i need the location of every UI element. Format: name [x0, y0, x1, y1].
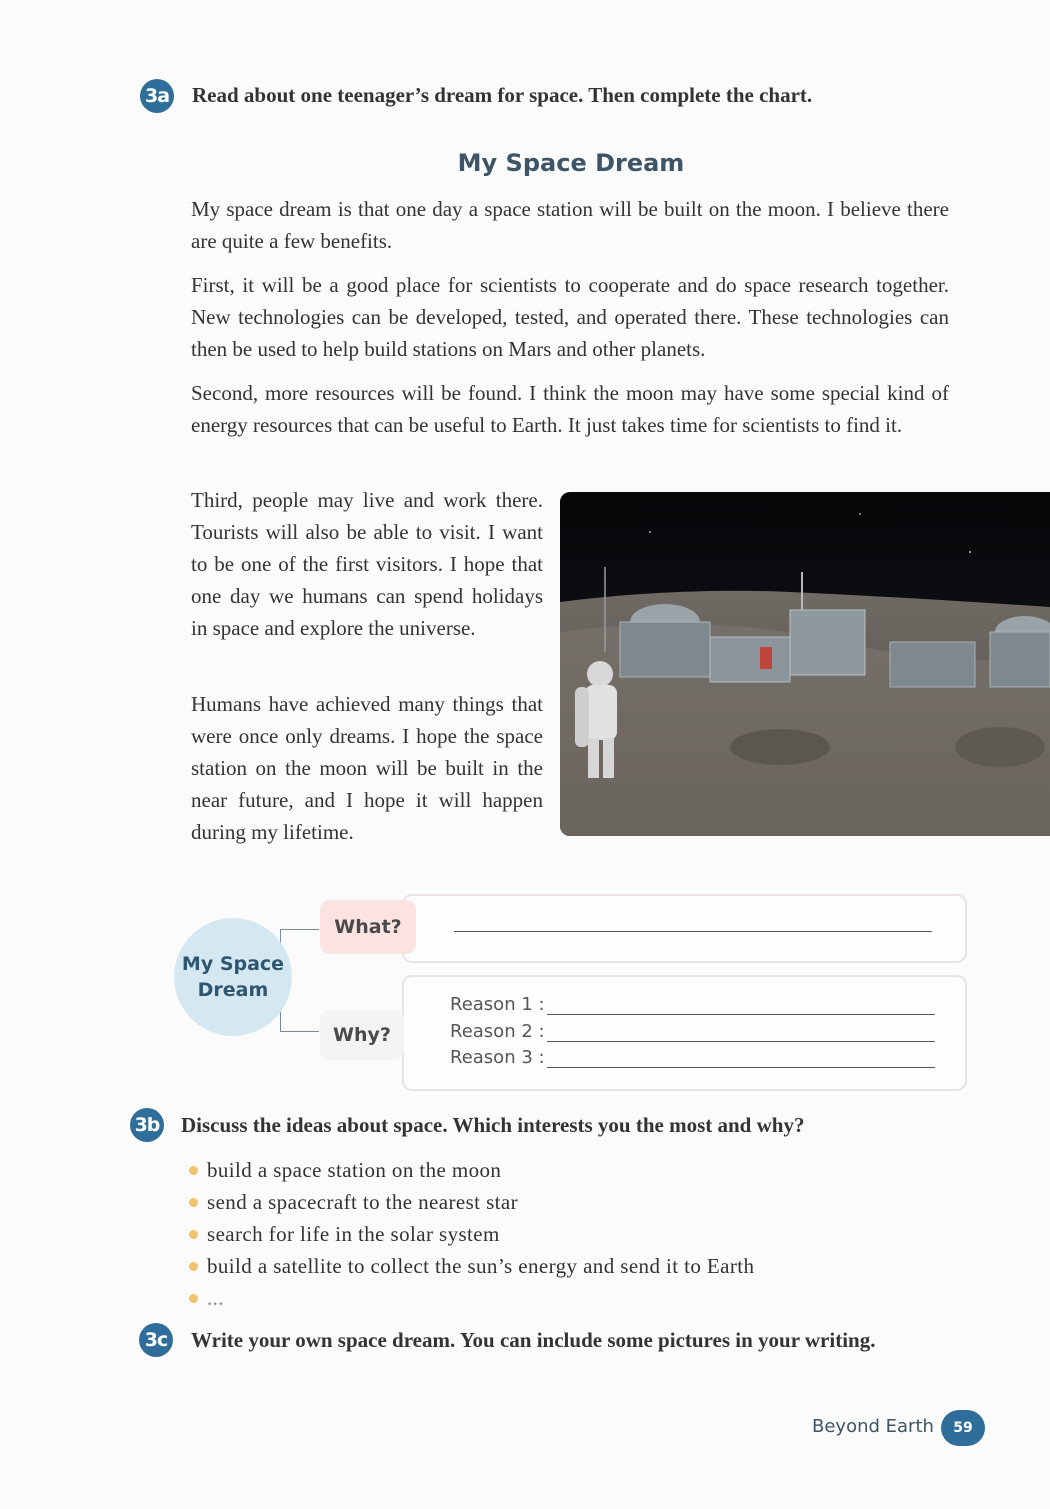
reason-2-label: Reason 2 :: [450, 1021, 545, 1042]
idea-item: send a spacecraft to the nearest star: [188, 1186, 754, 1218]
instruction-3a: Read about one teenager’s dream for space. Then complete the chart.: [192, 83, 813, 107]
idea-item: build a space station on the moon: [188, 1154, 754, 1186]
chart-center-circle: [174, 918, 292, 1036]
idea-list: [188, 1154, 754, 1314]
what-label: What?: [320, 900, 416, 954]
chart-center-line1: My Space: [181, 953, 285, 975]
moon-base-illustration: [560, 492, 1050, 836]
reason-1-label: Reason 1 :: [450, 994, 545, 1015]
article-paragraph-3: Second, more resources will be found. I think the moon may have some special kind of energy resources that can be useful to Earth. It just takes time for scientists to find it.: [191, 381, 949, 437]
article-title: My Space Dream: [457, 149, 685, 177]
exercise-badge-3c: 3c: [139, 1323, 173, 1357]
why-label: Why?: [320, 1010, 404, 1060]
page-number: 59: [941, 1410, 985, 1446]
idea-item: ...: [188, 1282, 754, 1314]
reason-2-line[interactable]: [547, 1041, 935, 1042]
exercise-badge-3a: 3a: [140, 79, 174, 113]
chart-center-line2: Dream: [197, 979, 269, 1001]
instruction-3c: Write your own space dream. You can include some pictures in your writing.: [191, 1328, 876, 1352]
idea-item: build a satellite to collect the sun’s energy and send it to Earth: [188, 1250, 754, 1282]
what-answer-box: [402, 894, 967, 963]
reason-1-line[interactable]: [547, 1014, 935, 1015]
article-paragraph-2: First, it will be a good place for scientists to cooperate and do space research together. New technologies can be developed, tested, and operated there. These technologies can then be used to help build stations on Mars and other planets.: [191, 273, 949, 361]
article-paragraph-4: Third, people may live and work there. Tourists will also be able to visit. I want to be one of the first visitors. I hope that one day we humans can spend holidays in space and explore the universe.: [191, 488, 543, 640]
unit-title: Beyond Earth: [812, 1416, 934, 1437]
article-paragraph-1: My space dream is that one day a space station will be built on the moon. I believe there are quite a few benefits.: [191, 197, 949, 253]
idea-item: search for life in the solar system: [188, 1218, 754, 1250]
instruction-3b: Discuss the ideas about space. Which interests you the most and why?: [181, 1113, 805, 1137]
reason-3-label: Reason 3 :: [450, 1047, 545, 1068]
what-answer-line[interactable]: [454, 931, 932, 932]
article-paragraph-5: Humans have achieved many things that were once only dreams. I hope the space station on the moon will be built in the near future, and I hope it will happen during my lifetime.: [191, 692, 543, 844]
exercise-badge-3b: 3b: [130, 1108, 164, 1142]
reason-3-line[interactable]: [547, 1067, 935, 1068]
